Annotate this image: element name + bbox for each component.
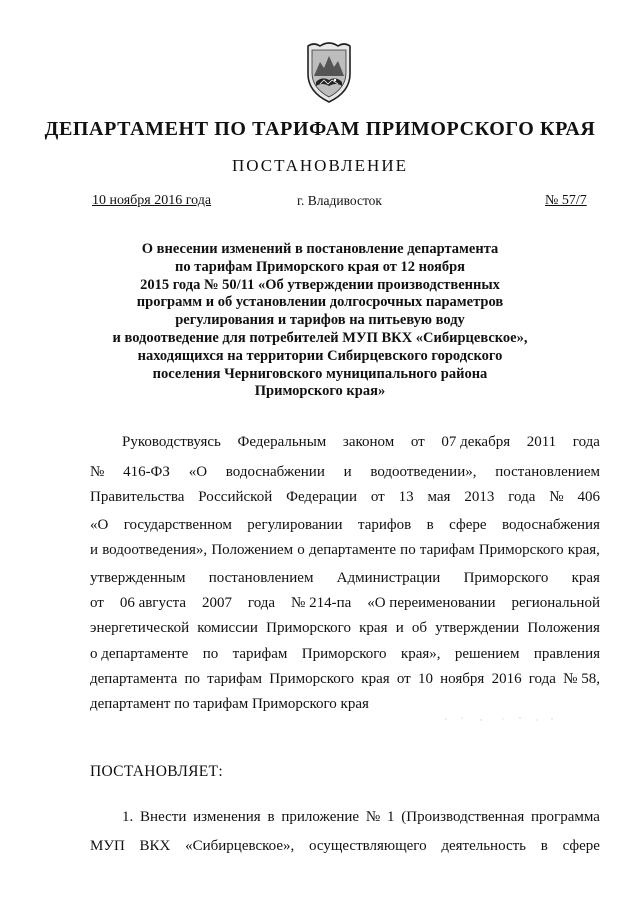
word: Положением <box>211 542 294 558</box>
coat-of-arms-icon <box>302 40 356 104</box>
word: Внести <box>140 809 187 825</box>
word: края <box>571 570 600 586</box>
word: изменения <box>193 809 261 825</box>
department-title: ДЕПАРТАМЕНТ ПО ТАРИФАМ ПРИМОРСКОГО КРАЯ <box>44 118 596 140</box>
word: (Производственная <box>401 809 525 825</box>
word: о <box>297 542 305 558</box>
subject-line: программ и об установлении долгосрочных параметров <box>136 294 504 311</box>
word: 406 <box>577 489 600 505</box>
word: тарифам <box>232 646 288 662</box>
preamble-line <box>90 671 600 688</box>
preamble-line <box>90 646 600 663</box>
word: от <box>90 595 104 611</box>
word: сфере <box>449 517 487 533</box>
word: департаменте <box>308 542 397 558</box>
word: 13 <box>398 489 414 505</box>
subject-line: по тарифам Приморского края от 12 ноября <box>174 258 466 275</box>
word: по <box>400 542 416 558</box>
subject-line: 2015 года № 50/11 «Об утверждении производственных <box>140 276 500 293</box>
document-city: г. Владивосток <box>297 193 382 208</box>
word: от <box>410 434 425 450</box>
word: края <box>359 620 388 636</box>
word: Российской <box>198 489 273 505</box>
preamble-line <box>90 464 600 481</box>
word: 07 декабря <box>441 434 511 450</box>
word: года <box>508 489 536 505</box>
word: комиссии <box>197 620 258 636</box>
word: утверждении <box>435 620 520 636</box>
word: о департаменте <box>90 646 189 662</box>
word: МУП <box>90 838 125 854</box>
word: сфере <box>562 838 600 854</box>
preamble-last-line: департамент по тарифам Приморского края <box>90 696 369 712</box>
word: 416-ФЗ <box>123 464 170 480</box>
subject-line: Приморского края» <box>254 383 386 400</box>
word: программа <box>531 809 600 825</box>
word: Приморского <box>266 620 351 636</box>
preamble-line <box>90 620 600 637</box>
word: энергетической <box>90 620 190 636</box>
word: постановлением <box>208 570 314 586</box>
word: тарифам <box>419 542 475 558</box>
word: 2016 <box>491 671 522 687</box>
word: Федеральным <box>237 434 327 450</box>
word: постановлением <box>495 464 600 480</box>
word: № <box>549 489 564 505</box>
word: по <box>184 671 200 687</box>
word: утвержденным <box>90 570 186 586</box>
document-date: 10 ноября 2016 года <box>92 193 212 208</box>
word: ВКХ <box>139 838 171 854</box>
item1-line <box>90 838 600 855</box>
word: № <box>90 464 105 480</box>
word: 10 <box>417 671 433 687</box>
word: департамента <box>90 671 178 687</box>
decree-heading: ПОСТАНОВЛЯЕТ: <box>90 763 223 780</box>
preamble-line <box>90 542 600 559</box>
word: «О <box>90 517 109 533</box>
preamble-line <box>90 570 600 587</box>
word: водоотведения», <box>102 542 208 558</box>
word: «О переименовании <box>367 595 496 611</box>
word: водоотведении», <box>370 464 477 480</box>
word: № <box>365 809 381 825</box>
word: и <box>343 464 352 480</box>
word: Федерации <box>286 489 357 505</box>
word: региональной <box>511 595 600 611</box>
subject-line: О внесении изменений в постановление департамента <box>141 241 499 257</box>
word: № 58, <box>563 671 600 687</box>
word: Администрации <box>336 570 441 586</box>
word: года <box>528 671 556 687</box>
word: Положения <box>527 620 600 636</box>
word: Приморского <box>463 570 549 586</box>
word: от <box>396 671 411 687</box>
word: деятельность <box>441 838 527 854</box>
word: 06 августа <box>119 595 187 611</box>
word: «Сибирцевское», <box>185 838 295 854</box>
word: 1 <box>386 809 395 825</box>
word: об <box>411 620 428 636</box>
word: ноября <box>440 671 485 687</box>
document-number: № 57/7 <box>545 193 587 208</box>
word: государственном <box>123 517 232 533</box>
word: в <box>267 809 275 825</box>
subject-line: и водоотведение для потребителей МУП ВКХ «Сибирцевское», <box>112 329 528 346</box>
item1-line <box>122 809 600 826</box>
word: решением <box>454 646 520 662</box>
word: по <box>202 646 219 662</box>
word: «О <box>188 464 208 480</box>
word: № 214-па <box>291 595 352 611</box>
subject-line: поселения Черниговского муниципального района <box>152 365 488 382</box>
word: Приморского <box>301 646 387 662</box>
word: в <box>540 838 548 854</box>
word: края <box>361 671 390 687</box>
word: Правительства <box>90 489 185 505</box>
word: края, <box>567 542 600 558</box>
word: водоснабжения <box>501 517 600 533</box>
word: законом <box>342 434 395 450</box>
word: и <box>395 620 404 636</box>
word: Приморского <box>269 671 355 687</box>
subject-line: находящихся на территории Сибирцевского городского <box>137 347 503 364</box>
subject-line: регулирования и тарифов на питьевую воду <box>175 312 465 329</box>
preamble-line <box>90 517 600 534</box>
word: года <box>247 595 276 611</box>
word: 2007 <box>201 595 232 611</box>
word: края», <box>400 646 441 662</box>
preamble-line <box>90 595 600 612</box>
word: тарифам <box>207 671 263 687</box>
document-type: ПОСТАНОВЛЕНИЕ <box>231 156 408 175</box>
preamble-line <box>122 434 600 451</box>
word: 2013 <box>464 489 495 505</box>
word: мая <box>427 489 451 505</box>
document-subject <box>0 241 640 401</box>
preamble-line <box>90 489 600 506</box>
word: осуществляющего <box>309 838 427 854</box>
word: от <box>370 489 385 505</box>
word: Приморского <box>478 542 564 558</box>
word: Руководствуясь <box>122 434 221 450</box>
word: 1. <box>122 809 134 825</box>
word: приложение <box>281 809 360 825</box>
word: регулировании <box>247 517 343 533</box>
word: и <box>90 542 99 558</box>
scan-noise <box>440 716 560 722</box>
word: водоснабжении <box>225 464 325 480</box>
word: 2011 <box>526 434 557 450</box>
word: тарифов <box>358 517 412 533</box>
word: года <box>572 434 600 450</box>
word: в <box>426 517 434 533</box>
word: правления <box>533 646 600 662</box>
